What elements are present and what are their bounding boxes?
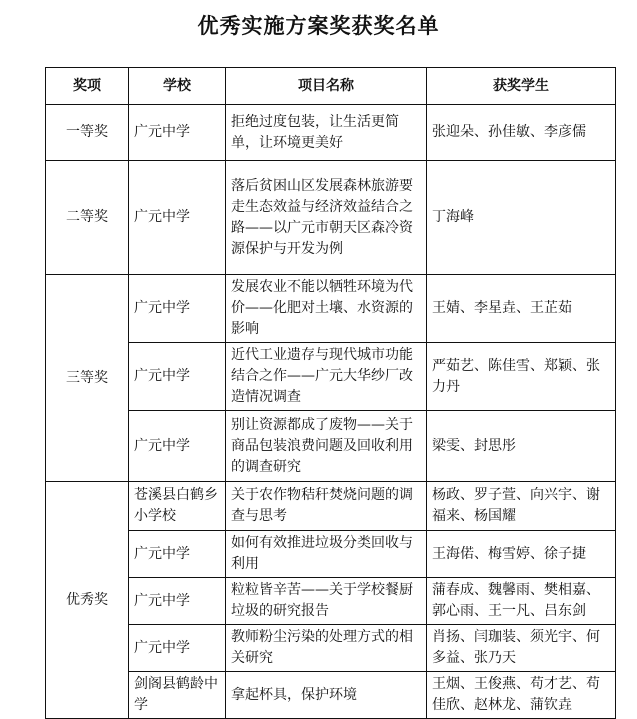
table-row	[46, 105, 616, 161]
students-cell: 杨政、罗子萱、向兴宇、谢福来、杨国耀	[427, 482, 616, 531]
school-cell: 广元中学	[129, 161, 226, 275]
table-row	[46, 161, 616, 275]
school-cell: 广元中学	[129, 531, 226, 578]
table-row	[46, 625, 616, 672]
students-cell: 王烟、王俊燕、苟才艺、苟佳欣、赵林龙、蒲钦垚	[427, 672, 616, 719]
header-project: 项目名称	[226, 68, 427, 105]
project-cell: 别让资源都成了废物——关于商品包装浪费问题及回收利用的调查研究	[226, 411, 427, 482]
school-cell: 广元中学	[129, 578, 226, 625]
project-cell: 粒粒皆辛苦——关于学校餐厨垃圾的研究报告	[226, 578, 427, 625]
table-row	[46, 482, 616, 531]
school-cell: 广元中学	[129, 411, 226, 482]
project-cell: 教师粉尘污染的处理方式的相关研究	[226, 625, 427, 672]
students-cell: 肖扬、闫珈装、须光宇、何多益、张乃天	[427, 625, 616, 672]
school-cell: 剑阁县鹤龄中学	[129, 672, 226, 719]
header-students: 获奖学生	[427, 68, 616, 105]
students-cell: 严茹艺、陈佳雪、郑颖、张力丹	[427, 343, 616, 411]
table-row	[46, 411, 616, 482]
table-row	[46, 531, 616, 578]
award-cell: 一等奖	[46, 105, 129, 161]
project-cell: 近代工业遗存与现代城市功能结合之作——广元大华纱厂改造情况调查	[226, 343, 427, 411]
table-row	[46, 672, 616, 719]
table-row	[46, 343, 616, 411]
project-cell: 拒绝过度包装，让生活更简单，让环境更美好	[226, 105, 427, 161]
students-cell: 丁海峰	[427, 161, 616, 275]
school-cell: 广元中学	[129, 105, 226, 161]
students-cell: 梁雯、封思彤	[427, 411, 616, 482]
award-table	[45, 67, 616, 719]
school-cell: 广元中学	[129, 343, 226, 411]
students-cell: 张迎朵、孙佳敏、李彦儒	[427, 105, 616, 161]
school-cell: 苍溪县白鹤乡小学校	[129, 482, 226, 531]
project-cell: 如何有效推进垃圾分类回收与利用	[226, 531, 427, 578]
table-row	[46, 275, 616, 343]
table-header-row	[46, 68, 616, 105]
project-cell: 落后贫困山区发展森林旅游要走生态效益与经济效益结合之路——以广元市朝天区森冷资源保护与开发为例	[226, 161, 427, 275]
header-award: 奖项	[46, 68, 129, 105]
header-school: 学校	[129, 68, 226, 105]
school-cell: 广元中学	[129, 275, 226, 343]
students-cell: 王婧、李星垚、王芷茹	[427, 275, 616, 343]
project-cell: 关于农作物秸秆焚烧问题的调查与思考	[226, 482, 427, 531]
page-title: 优秀实施方案奖获奖名单	[197, 13, 440, 38]
award-cell: 二等奖	[46, 161, 129, 275]
students-cell: 蒲春成、魏馨雨、樊相嘉、郭心雨、王一凡、吕东剑	[427, 578, 616, 625]
project-cell: 拿起杯具，保护环境	[226, 672, 427, 719]
award-cell: 三等奖	[46, 275, 129, 482]
project-cell: 发展农业不能以牺牲环境为代价——化肥对土壤、水资源的影响	[226, 275, 427, 343]
award-cell: 优秀奖	[46, 482, 129, 719]
school-cell: 广元中学	[129, 625, 226, 672]
table-row	[46, 578, 616, 625]
students-cell: 王海偌、梅雪婷、徐子捷	[427, 531, 616, 578]
